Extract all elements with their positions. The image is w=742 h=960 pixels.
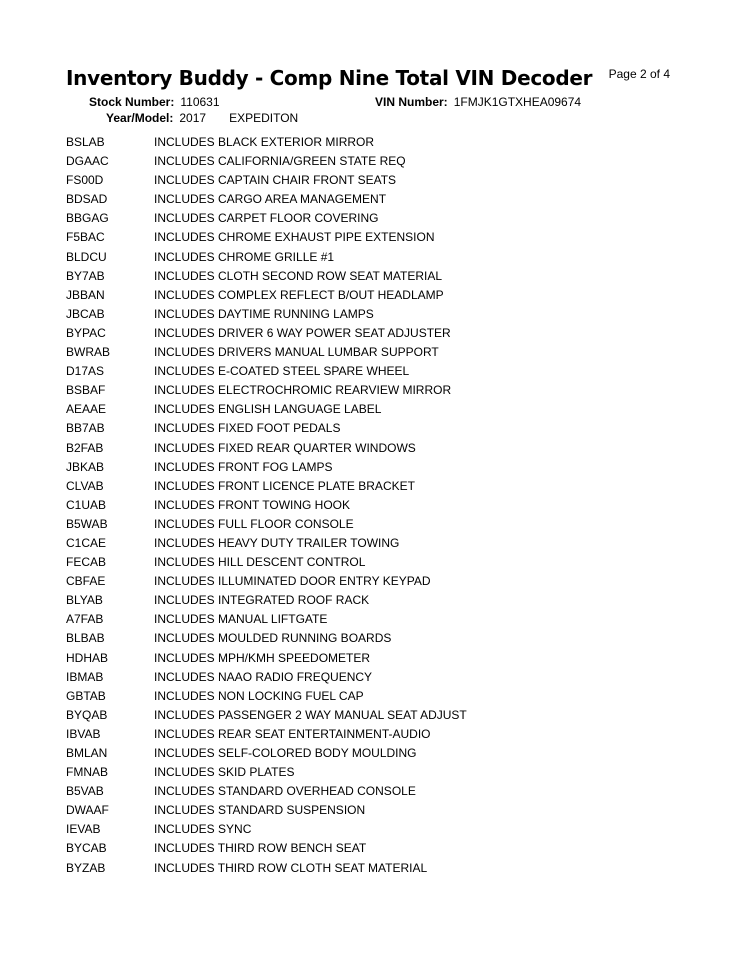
- option-row: [66, 820, 467, 839]
- option-code: BLYAB: [66, 593, 103, 608]
- option-row: [66, 725, 467, 744]
- option-code: HDHAB: [66, 650, 109, 665]
- option-description: INCLUDES SKID PLATES: [154, 765, 295, 780]
- option-code: BSLAB: [66, 135, 105, 149]
- option-description: INCLUDES CHROME EXHAUST PIPE EXTENSION: [154, 230, 435, 245]
- option-code: B5VAB: [66, 784, 104, 799]
- option-row: [66, 553, 467, 572]
- option-code: BLBAB: [66, 631, 105, 646]
- option-row: [66, 572, 467, 591]
- option-description: INCLUDES E-COATED STEEL SPARE WHEEL: [154, 364, 410, 379]
- option-row: [66, 439, 467, 458]
- option-code: BY7AB: [66, 268, 105, 283]
- option-description: INCLUDES DRIVER 6 WAY POWER SEAT ADJUSTER: [154, 325, 451, 340]
- year-value: 2017: [179, 111, 207, 125]
- option-description: INCLUDES DRIVERS MANUAL LUMBAR SUPPORT: [154, 345, 439, 360]
- option-row: [66, 133, 467, 152]
- option-description: INCLUDES FRONT LICENCE PLATE BRACKET: [154, 478, 415, 493]
- option-row: [66, 419, 467, 438]
- option-row: [66, 744, 467, 763]
- option-description: INCLUDES FIXED REAR QUARTER WINDOWS: [154, 440, 416, 455]
- option-description: INCLUDES CALIFORNIA/GREEN STATE REQ: [154, 154, 406, 169]
- option-list: [66, 133, 467, 878]
- option-description: INCLUDES STANDARD OVERHEAD CONSOLE: [154, 784, 416, 799]
- option-row: [66, 629, 467, 648]
- option-code: BDSAD: [66, 192, 108, 207]
- option-row: [66, 305, 467, 324]
- option-row: [66, 782, 467, 801]
- option-description: INCLUDES REAR SEAT ENTERTAINMENT-AUDIO: [154, 726, 431, 741]
- option-description: INCLUDES NON LOCKING FUEL CAP: [154, 688, 364, 703]
- year-model-row: [106, 111, 298, 125]
- option-code: AEAAE: [66, 402, 107, 417]
- option-description: INCLUDES COMPLEX REFLECT B/OUT HEADLAMP: [154, 287, 444, 302]
- option-row: [66, 763, 467, 782]
- option-code: IEVAB: [66, 822, 101, 837]
- option-row: [66, 859, 467, 878]
- option-description: INCLUDES CARPET FLOOR COVERING: [154, 211, 379, 226]
- option-code: BYCAB: [66, 841, 107, 856]
- option-description: INCLUDES HILL DESCENT CONTROL: [154, 555, 366, 570]
- stock-number-row: [89, 95, 220, 109]
- option-description: INCLUDES ELECTROCHROMIC REARVIEW MIRROR: [154, 383, 452, 398]
- option-row: [66, 209, 467, 228]
- option-code: BB7AB: [66, 421, 105, 436]
- option-description: INCLUDES MPH/KMH SPEEDOMETER: [154, 650, 371, 665]
- option-description: INCLUDES CARGO AREA MANAGEMENT: [154, 192, 387, 207]
- vin-number-value: 1FMJK1GTXHEA09674: [453, 95, 582, 109]
- option-row: [66, 248, 467, 267]
- option-description: INCLUDES ENGLISH LANGUAGE LABEL: [154, 402, 382, 417]
- option-row: [66, 190, 467, 209]
- option-row: [66, 477, 467, 496]
- option-row: [66, 324, 467, 343]
- year-model-label: Year/Model:: [106, 111, 174, 125]
- option-row: [66, 649, 467, 668]
- option-row: [66, 591, 467, 610]
- option-description: INCLUDES THIRD ROW BENCH SEAT: [154, 841, 367, 856]
- option-code: BWRAB: [66, 345, 111, 360]
- option-code: D17AS: [66, 364, 105, 379]
- option-row: [66, 801, 467, 820]
- option-code: IBMAB: [66, 669, 104, 684]
- option-code: IBVAB: [66, 726, 101, 741]
- option-description: INCLUDES INTEGRATED ROOF RACK: [154, 593, 370, 608]
- option-row: [66, 610, 467, 629]
- option-code: FMNAB: [66, 765, 108, 780]
- option-description: INCLUDES FULL FLOOR CONSOLE: [154, 516, 354, 531]
- option-row: [66, 496, 467, 515]
- model-value: EXPEDITON: [229, 111, 299, 125]
- option-description: INCLUDES THIRD ROW CLOTH SEAT MATERIAL: [154, 860, 428, 875]
- option-description: INCLUDES DAYTIME RUNNING LAMPS: [154, 306, 374, 321]
- option-description: INCLUDES FRONT TOWING HOOK: [154, 497, 351, 512]
- option-code: BLDCU: [66, 249, 107, 264]
- option-code: JBCAB: [66, 306, 105, 321]
- option-description: INCLUDES CHROME GRILLE #1: [154, 249, 335, 264]
- option-code: JBBAN: [66, 287, 105, 302]
- option-description: INCLUDES NAAO RADIO FREQUENCY: [154, 669, 373, 684]
- option-row: [66, 458, 467, 477]
- option-description: INCLUDES MOULDED RUNNING BOARDS: [154, 631, 392, 646]
- option-description: INCLUDES FRONT FOG LAMPS: [154, 459, 333, 474]
- option-code: DWAAF: [66, 803, 109, 818]
- option-description: INCLUDES CLOTH SECOND ROW SEAT MATERIAL: [154, 268, 443, 283]
- option-row: [66, 839, 467, 858]
- option-row: [66, 152, 467, 171]
- option-code: B5WAB: [66, 516, 108, 531]
- option-code: BYPAC: [66, 325, 106, 340]
- option-row: [66, 267, 467, 286]
- option-description: INCLUDES PASSENGER 2 WAY MANUAL SEAT ADJUST: [154, 707, 467, 722]
- document-title: Inventory Buddy - Comp Nine Total VIN Decoder: [66, 66, 593, 90]
- option-row: [66, 286, 467, 305]
- option-row: [66, 706, 467, 725]
- option-code: C1UAB: [66, 497, 107, 512]
- option-row: [66, 343, 467, 362]
- option-row: [66, 668, 467, 687]
- option-code: FS00D: [66, 173, 104, 188]
- option-code: BSBAF: [66, 383, 106, 398]
- stock-number-label: Stock Number:: [89, 95, 175, 109]
- option-description: INCLUDES SYNC: [154, 822, 252, 837]
- option-description: INCLUDES CAPTAIN CHAIR FRONT SEATS: [154, 173, 397, 188]
- option-code: F5BAC: [66, 230, 105, 245]
- option-description: INCLUDES MANUAL LIFTGATE: [154, 612, 328, 627]
- option-row: [66, 362, 467, 381]
- option-code: CBFAE: [66, 574, 106, 589]
- option-code: JBKAB: [66, 459, 105, 474]
- option-row: [66, 381, 467, 400]
- option-description: INCLUDES BLACK EXTERIOR MIRROR: [154, 135, 375, 149]
- option-description: INCLUDES HEAVY DUTY TRAILER TOWING: [154, 535, 400, 550]
- option-description: INCLUDES SELF-COLORED BODY MOULDING: [154, 746, 417, 760]
- option-code: DGAAC: [66, 154, 109, 169]
- option-description: INCLUDES FIXED FOOT PEDALS: [154, 421, 341, 436]
- option-row: [66, 171, 467, 190]
- option-description: INCLUDES ILLUMINATED DOOR ENTRY KEYPAD: [154, 574, 431, 589]
- option-code: BBGAG: [66, 211, 109, 226]
- option-row: [66, 515, 467, 534]
- option-code: CLVAB: [66, 478, 104, 493]
- page-number: Page 2 of 4: [608, 67, 670, 81]
- option-row: [66, 400, 467, 419]
- option-code: BYQAB: [66, 707, 108, 722]
- option-code: A7FAB: [66, 612, 104, 627]
- vin-number-label: VIN Number:: [375, 95, 448, 109]
- option-code: FECAB: [66, 555, 107, 570]
- option-row: [66, 228, 467, 247]
- option-code: B2FAB: [66, 440, 104, 455]
- option-code: BMLAN: [66, 746, 108, 760]
- option-code: GBTAB: [66, 688, 106, 703]
- option-row: [66, 534, 467, 553]
- option-code: BYZAB: [66, 860, 106, 875]
- option-code: C1CAE: [66, 535, 107, 550]
- option-row: [66, 687, 467, 706]
- stock-number-value: 110631: [180, 95, 220, 109]
- option-description: INCLUDES STANDARD SUSPENSION: [154, 803, 366, 818]
- vin-number-row: [375, 95, 581, 109]
